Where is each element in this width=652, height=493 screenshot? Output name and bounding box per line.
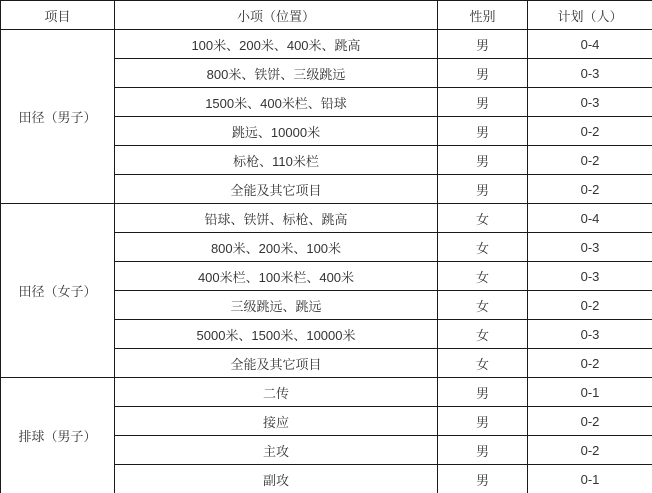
gender-cell: 男 bbox=[438, 436, 528, 465]
col-header-project: 项目 bbox=[1, 1, 115, 30]
event-cell: 标枪、110米栏 bbox=[115, 146, 438, 175]
event-cell: 800米、200米、100米 bbox=[115, 233, 438, 262]
gender-cell: 男 bbox=[438, 378, 528, 407]
gender-cell: 男 bbox=[438, 59, 528, 88]
event-cell: 跳远、10000米 bbox=[115, 117, 438, 146]
gender-cell: 男 bbox=[438, 30, 528, 59]
plan-cell: 0-2 bbox=[528, 407, 652, 436]
group-cell-track-men: 田径（男子） bbox=[1, 30, 115, 204]
header-row bbox=[1, 1, 652, 30]
plan-cell: 0-1 bbox=[528, 378, 652, 407]
plan-cell: 0-2 bbox=[528, 146, 652, 175]
event-cell: 主攻 bbox=[115, 436, 438, 465]
event-cell: 全能及其它项目 bbox=[115, 175, 438, 204]
gender-cell: 女 bbox=[438, 233, 528, 262]
event-cell: 100米、200米、400米、跳高 bbox=[115, 30, 438, 59]
event-cell: 接应 bbox=[115, 407, 438, 436]
plan-cell: 0-2 bbox=[528, 436, 652, 465]
event-cell: 二传 bbox=[115, 378, 438, 407]
table-row bbox=[1, 204, 652, 233]
plan-cell: 0-4 bbox=[528, 30, 652, 59]
gender-cell: 女 bbox=[438, 320, 528, 349]
event-cell: 铅球、铁饼、标枪、跳高 bbox=[115, 204, 438, 233]
plan-cell: 0-4 bbox=[528, 204, 652, 233]
plan-cell: 0-3 bbox=[528, 88, 652, 117]
plan-cell: 0-3 bbox=[528, 320, 652, 349]
plan-cell: 0-2 bbox=[528, 175, 652, 204]
plan-cell: 0-3 bbox=[528, 233, 652, 262]
event-cell: 1500米、400米栏、铅球 bbox=[115, 88, 438, 117]
table-row bbox=[1, 378, 652, 407]
col-header-plan: 计划（人） bbox=[528, 1, 652, 30]
event-cell: 5000米、1500米、10000米 bbox=[115, 320, 438, 349]
plan-cell: 0-3 bbox=[528, 59, 652, 88]
table-row bbox=[1, 30, 652, 59]
gender-cell: 女 bbox=[438, 349, 528, 378]
gender-cell: 女 bbox=[438, 204, 528, 233]
gender-cell: 男 bbox=[438, 117, 528, 146]
event-cell: 三级跳远、跳远 bbox=[115, 291, 438, 320]
group-cell-track-women: 田径（女子） bbox=[1, 204, 115, 378]
col-header-event: 小项（位置） bbox=[115, 1, 438, 30]
gender-cell: 男 bbox=[438, 465, 528, 493]
group-cell-volleyball-men: 排球（男子） bbox=[1, 378, 115, 493]
gender-cell: 男 bbox=[438, 407, 528, 436]
gender-cell: 男 bbox=[438, 88, 528, 117]
plan-cell: 0-1 bbox=[528, 465, 652, 493]
event-cell: 副攻 bbox=[115, 465, 438, 493]
plan-cell: 0-2 bbox=[528, 349, 652, 378]
gender-cell: 女 bbox=[438, 262, 528, 291]
event-cell: 400米栏、100米栏、400米 bbox=[115, 262, 438, 291]
event-cell: 全能及其它项目 bbox=[115, 349, 438, 378]
col-header-gender: 性别 bbox=[438, 1, 528, 30]
plan-cell: 0-3 bbox=[528, 262, 652, 291]
plan-cell: 0-2 bbox=[528, 291, 652, 320]
gender-cell: 男 bbox=[438, 175, 528, 204]
event-cell: 800米、铁饼、三级跳远 bbox=[115, 59, 438, 88]
gender-cell: 男 bbox=[438, 146, 528, 175]
plan-cell: 0-2 bbox=[528, 117, 652, 146]
gender-cell: 女 bbox=[438, 291, 528, 320]
